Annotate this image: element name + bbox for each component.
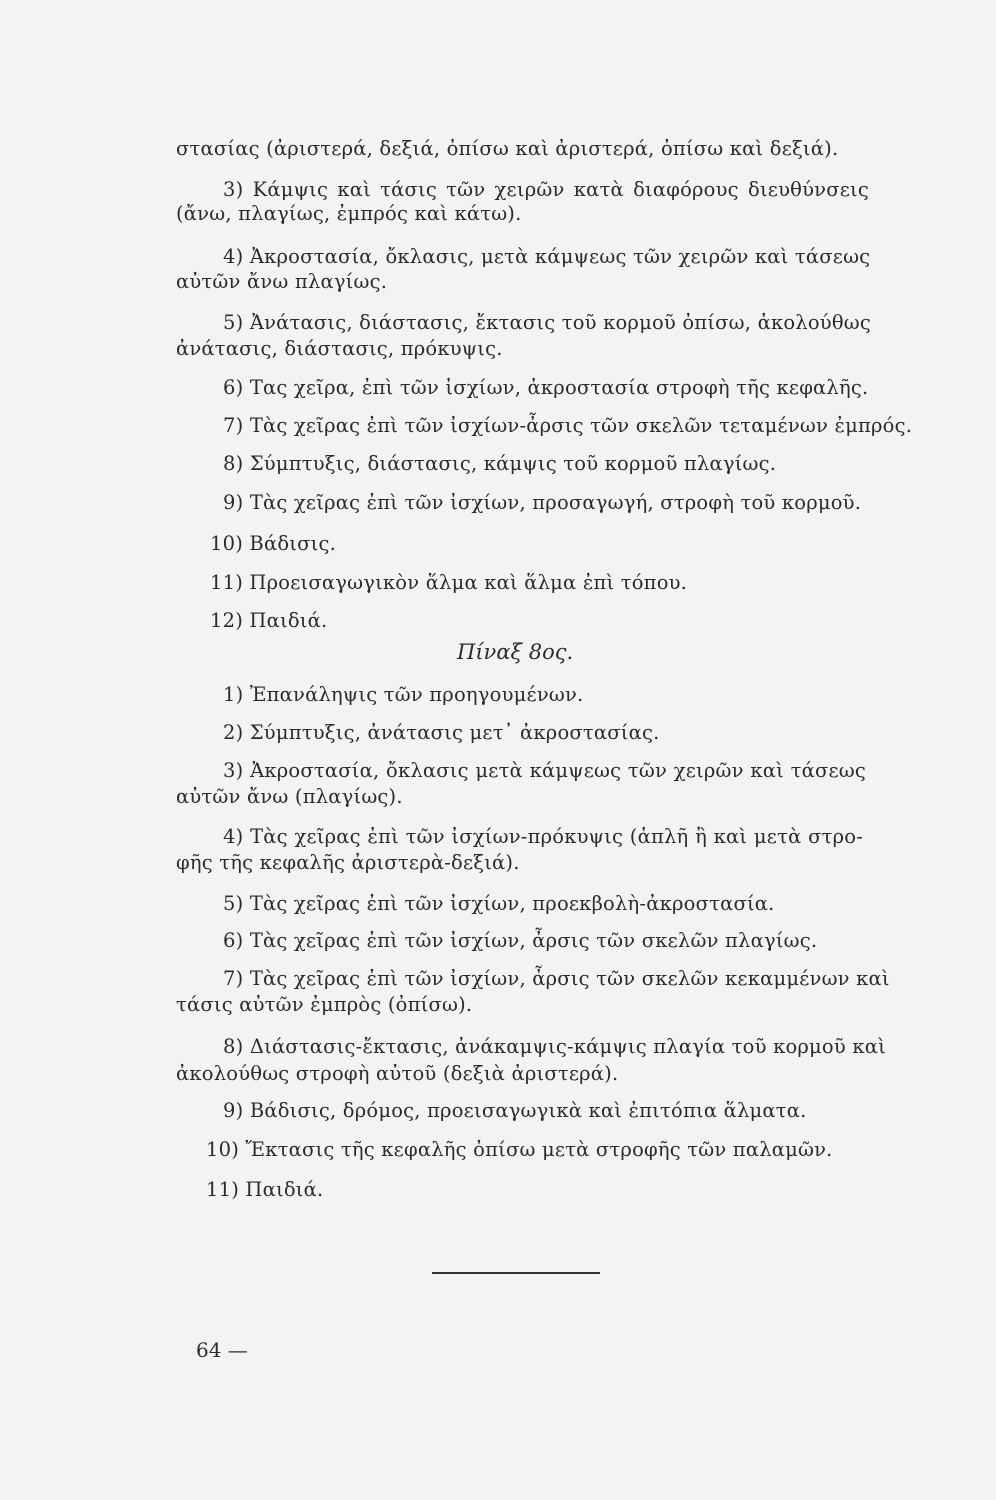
text-line-22: 6) Τὰς χεῖρας ἐπὶ τῶν ἰσχίων, ἆρσις τῶν σκελῶν πλαγίως.	[223, 929, 818, 952]
text-line-11: 9) Τὰς χεῖρας ἐπὶ τῶν ἰσχίων, προσαγωγή, στροφὴ τοῦ κορμοῦ.	[223, 491, 862, 514]
text-line-20: φῆς τῆς κεφαλῆς ἀριστερὰ-δεξιά).	[176, 851, 520, 874]
text-line-28: 10) Ἔκτασις τῆς κεφαλῆς ὀπίσω μετὰ στροφῆς τῶν παλαμῶν.	[206, 1138, 833, 1161]
text-line-14: 12) Παιδιά.	[210, 609, 328, 632]
text-line-15: 1) Ἐπανάληψις τῶν προηγουμένων.	[223, 683, 584, 706]
text-line-9: 7) Τὰς χεῖρας ἐπὶ τῶν ἰσχίων-ἆρσις τῶν σκελῶν τεταμένων ἐμπρός.	[223, 414, 913, 437]
text-line-7: ἀνάτασις, διάστασις, πρόκυψις.	[176, 337, 503, 360]
text-line-5: αὐτῶν ἄνω πλαγίως.	[176, 270, 388, 293]
text-line-29: 11) Παιδιά.	[206, 1178, 324, 1201]
text-line-16: 2) Σύμπτυξις, ἀνάτασις μετ᾽ ἀκροστασίας.	[223, 721, 660, 744]
table-heading: Πίναξ 8ος.	[457, 640, 574, 664]
text-line-12: 10) Βάδισις.	[210, 532, 336, 555]
text-line-24: τάσις αὐτῶν ἐμπρὸς (ὀπίσω).	[176, 993, 473, 1016]
text-line-19: 4) Τὰς χεῖρας ἐπὶ τῶν ἰσχίων-πρόκυψις (ἁπλῆ ἢ καὶ μετὰ στρο-	[223, 825, 863, 848]
text-line-6: 5) Ἀνάτασις, διάστασις, ἔκτασις τοῦ κορμοῦ ὀπίσω, ἀκολούθως	[223, 311, 871, 334]
text-line-13: 11) Προεισαγωγικὸν ἅλμα καὶ ἅλμα ἐπὶ τόπου.	[210, 571, 688, 594]
page-number: 64 —	[196, 1338, 248, 1362]
text-line-18: αὐτῶν ἄνω (πλαγίως).	[176, 785, 403, 808]
text-line-27: 9) Βάδισις, δρόμος, προεισαγωγικὰ καὶ ἐπιτόπια ἅλματα.	[223, 1099, 807, 1122]
text-line-23: 7) Τὰς χεῖρας ἐπὶ τῶν ἰσχίων, ἆρσις τῶν σκελῶν κεκαμμένων καὶ	[223, 967, 890, 990]
text-line-3: (ἄνω, πλαγίως, ἐμπρός καὶ κάτω).	[176, 202, 522, 225]
text-line-8: 6) Τας χεῖρα, ἐπὶ τῶν ἰσχίων, ἀκροστασία στροφὴ τῆς κεφαλῆς.	[223, 376, 869, 399]
text-line-10: 8) Σύμπτυξις, διάστασις, κάμψις τοῦ κορμοῦ πλαγίως.	[223, 452, 777, 475]
text-line-21: 5) Τὰς χεῖρας ἐπὶ τῶν ἰσχίων, προεκβολὴ-ἀκροστασία.	[223, 892, 775, 915]
text-line-25: 8) Διάστασις-ἔκτασις, ἀνάκαμψις-κάμψις πλαγία τοῦ κορμοῦ καὶ	[223, 1035, 886, 1058]
text-line-1: στασίας (ἀριστερά, δεξιά, ὀπίσω καὶ ἀριστερά, ὀπίσω καὶ δεξιά).	[176, 137, 839, 160]
text-line-26: ἀκολούθως στροφὴ αὐτοῦ (δεξιὰ ἀριστερά).	[176, 1062, 619, 1085]
text-line-4: 4) Ἀκροστασία, ὄκλασις, μετὰ κάμψεως τῶν χειρῶν καὶ τάσεως	[223, 245, 871, 268]
text-line-17: 3) Ἀκροστασία, ὄκλασις μετὰ κάμψεως τῶν χειρῶν καὶ τάσεως	[223, 759, 866, 782]
section-divider	[432, 1272, 600, 1274]
text-line-2: 3) Κάμψις καὶ τάσις τῶν χειρῶν κατὰ διαφόρους διευθύνσεις	[223, 178, 869, 201]
